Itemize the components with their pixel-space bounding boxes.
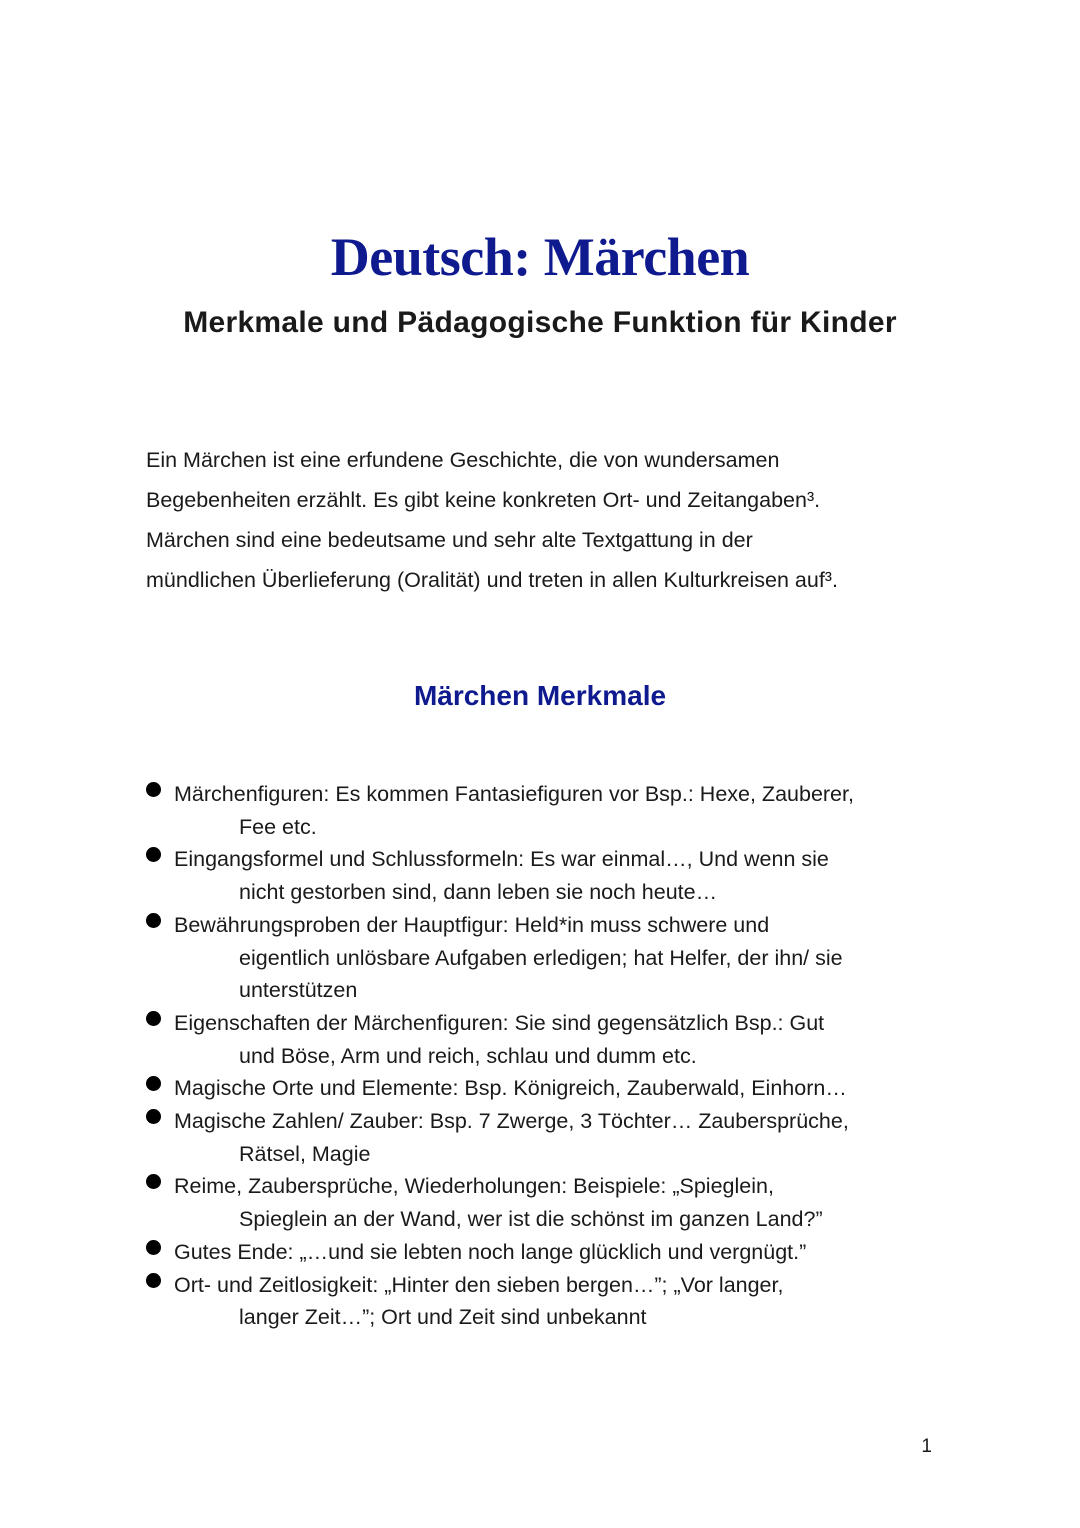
feature-list-item <box>146 909 946 1007</box>
bullet-icon <box>146 1273 161 1288</box>
feature-text-continuation: Fee etc. <box>239 814 317 839</box>
feature-text: Bewährungsproben der Hauptfigur: Held*in muss schwere und <box>174 912 770 937</box>
bullet-icon <box>146 1011 161 1026</box>
page-number: 1 <box>921 1436 932 1457</box>
feature-text-continuation: nicht gestorben sind, dann leben sie noch heute… <box>239 880 718 905</box>
bullet-icon <box>146 1174 161 1189</box>
feature-list-item <box>146 1072 946 1105</box>
bullet-icon <box>146 1109 161 1124</box>
feature-list-item <box>146 1170 946 1235</box>
feature-text-continuation: und Böse, Arm und reich, schlau und dumm etc. <box>239 1043 697 1068</box>
bullet-icon <box>146 1076 161 1091</box>
features-list <box>146 778 946 1334</box>
intro-paragraph <box>146 440 946 600</box>
intro-line: Ein Märchen ist eine erfundene Geschichte, die von wundersamen <box>146 448 780 472</box>
feature-text: Ort- und Zeitlosigkeit: „Hinter den sieben bergen…”; „Vor langer, <box>174 1272 784 1297</box>
feature-text-continuation: eigentlich unlösbare Aufgaben erledigen; hat Helfer, der ihn/ sie <box>239 945 843 970</box>
feature-text: Reime, Zaubersprüche, Wiederholungen: Beispiele: „Spieglein, <box>174 1174 774 1199</box>
page-title: Deutsch: Märchen <box>330 227 750 287</box>
bullet-icon <box>146 782 161 797</box>
feature-text-continuation: unterstützen <box>239 978 358 1003</box>
feature-text: Eigenschaften der Märchenfiguren: Sie sind gegensätzlich Bsp.: Gut <box>174 1010 825 1035</box>
feature-text: Magische Orte und Elemente: Bsp. Königreich, Zauberwald, Einhorn… <box>174 1076 847 1101</box>
feature-text: Eingangsformel und Schlussformeln: Es war einmal…, Und wenn sie <box>174 847 829 872</box>
feature-list-item <box>146 778 946 843</box>
bullet-icon <box>146 1240 161 1255</box>
page-subtitle: Merkmale und Pädagogische Funktion für Kinder <box>183 306 897 339</box>
section-heading: Märchen Merkmale <box>413 680 667 711</box>
intro-line: Begebenheiten erzählt. Es gibt keine konkreten Ort- und Zeitangaben³. <box>146 488 821 512</box>
feature-list-item <box>146 1269 946 1334</box>
feature-text: Magische Zahlen/ Zauber: Bsp. 7 Zwerge, 3 Töchter… Zaubersprüche, <box>174 1109 849 1134</box>
feature-list-item <box>146 1007 946 1072</box>
intro-line: mündlichen Überlieferung (Oralität) und treten in allen Kulturkreisen auf³. <box>146 568 838 592</box>
feature-text: Märchenfiguren: Es kommen Fantasiefiguren vor Bsp.: Hexe, Zauberer, <box>174 782 854 806</box>
feature-text-continuation: langer Zeit…”; Ort und Zeit sind unbekannt <box>239 1305 647 1330</box>
intro-line: Märchen sind eine bedeutsame und sehr alte Textgattung in der <box>146 528 753 552</box>
feature-list-item <box>146 1105 946 1170</box>
bullet-icon <box>146 847 161 862</box>
bullet-icon <box>146 913 161 928</box>
feature-text-continuation: Spieglein an der Wand, wer ist die schönst im ganzen Land?” <box>239 1207 823 1232</box>
feature-list-item <box>146 843 946 908</box>
feature-text-continuation: Rätsel, Magie <box>239 1141 371 1166</box>
feature-text: Gutes Ende: „…und sie lebten noch lange glücklich und vergnügt.” <box>174 1239 807 1264</box>
feature-list-item <box>146 1236 946 1269</box>
